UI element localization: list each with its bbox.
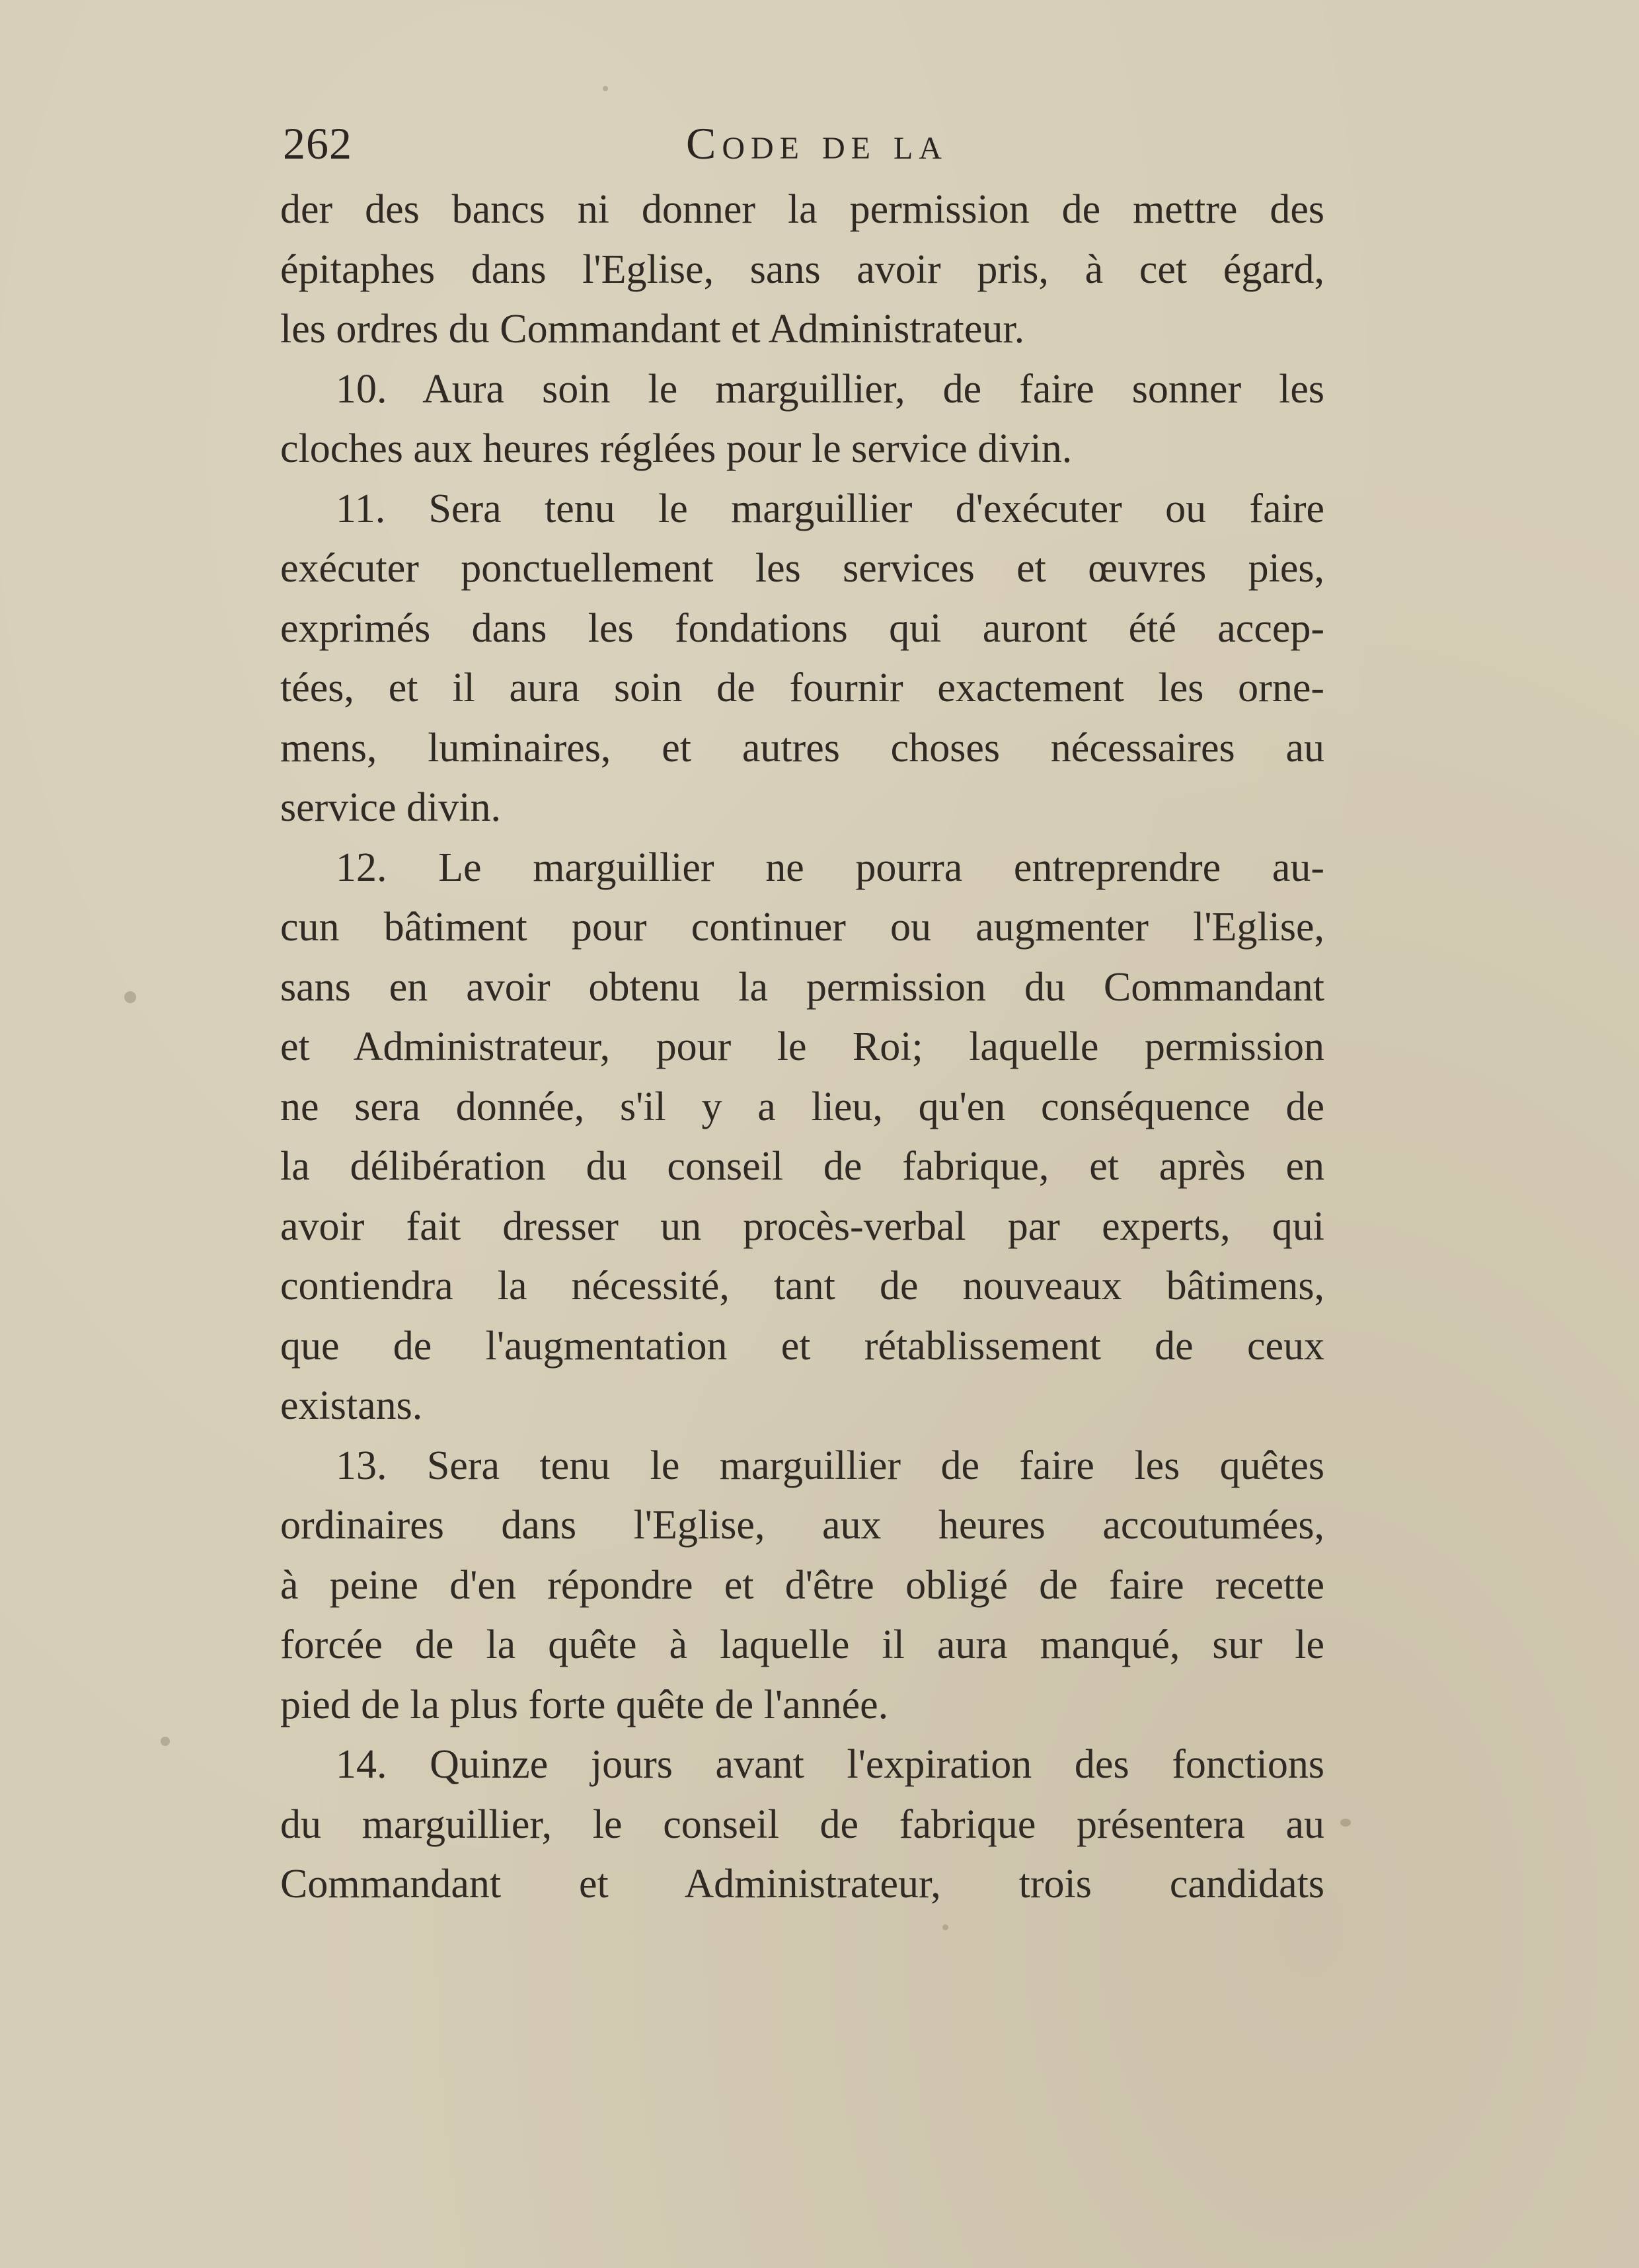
text-line: les ordres du Commandant et Administrateur. [280, 307, 1025, 352]
text-line: exécuter ponctuellement les services et œuvres pies, [280, 546, 1324, 591]
text-line: contiendra la nécessité, tant de nouveaux bâtimens, [280, 1264, 1324, 1308]
text-line: mens, luminaires, et autres choses nécessaires au [280, 725, 1324, 771]
text-line: épitaphes dans l'Eglise, sans avoir pris, à cet égard, [280, 246, 1324, 292]
paper-spot [942, 1924, 948, 1930]
running-head: Code de la [686, 118, 948, 169]
text-line: à peine d'en répondre et d'être obligé de faire recette [280, 1562, 1324, 1608]
paper-spot [161, 1737, 170, 1746]
text-line: du marguillier, le conseil de fabrique présentera au [280, 1801, 1324, 1847]
text-line: et Administrateur, pour le Roi; laquelle permission [280, 1024, 1324, 1069]
text-line: exprimés dans les fondations qui auront été accep- [280, 605, 1324, 651]
text-line: cloches aux heures réglées pour le service divin. [280, 426, 1073, 471]
text-line: service divin. [280, 785, 502, 830]
page-header [283, 118, 1327, 177]
text-line: pied de la plus forte quête de l'année. [280, 1682, 889, 1727]
body-text [280, 180, 1324, 1914]
text-line: la délibération du conseil de fabrique, et après en [280, 1144, 1324, 1189]
text-line: avoir fait dresser un procès-verbal par experts, qui [280, 1203, 1324, 1249]
paper-spot [1340, 1819, 1351, 1827]
paper-spot [124, 991, 136, 1003]
text-line: forcée de la quête à laquelle il aura manqué, sur le [280, 1622, 1324, 1667]
text-line: 14. Quinze jours avant l'expiration des fonctions [336, 1742, 1324, 1787]
paper-spot [603, 86, 608, 91]
text-line: cun bâtiment pour continuer ou augmenter l'Eglise, [280, 905, 1324, 950]
text-line: der des bancs ni donner la permission de mettre des [280, 187, 1324, 232]
text-line: ne sera donnée, s'il y a lieu, qu'en conséquence de [280, 1084, 1324, 1129]
text-line: 13. Sera tenu le marguillier de faire les quêtes [336, 1443, 1324, 1488]
text-line: tées, et il aura soin de fournir exactement les orne- [280, 665, 1324, 710]
text-line: sans en avoir obtenu la permission du Commandant [280, 964, 1324, 1010]
text-line: que de l'augmentation et rétablissement de ceux [280, 1323, 1324, 1369]
text-line: Commandant et Administrateur, trois candidats [280, 1862, 1324, 1907]
page-number: 262 [283, 118, 352, 169]
text-line: 11. Sera tenu le marguillier d'exécuter ou faire [336, 486, 1324, 531]
text-line: 10. Aura soin le marguillier, de faire sonner les [336, 366, 1324, 412]
text-line: 12. Le marguillier ne pourra entreprendre au- [336, 845, 1324, 890]
text-line: ordinaires dans l'Eglise, aux heures accoutumées, [280, 1503, 1324, 1548]
text-line: existans. [280, 1383, 423, 1428]
